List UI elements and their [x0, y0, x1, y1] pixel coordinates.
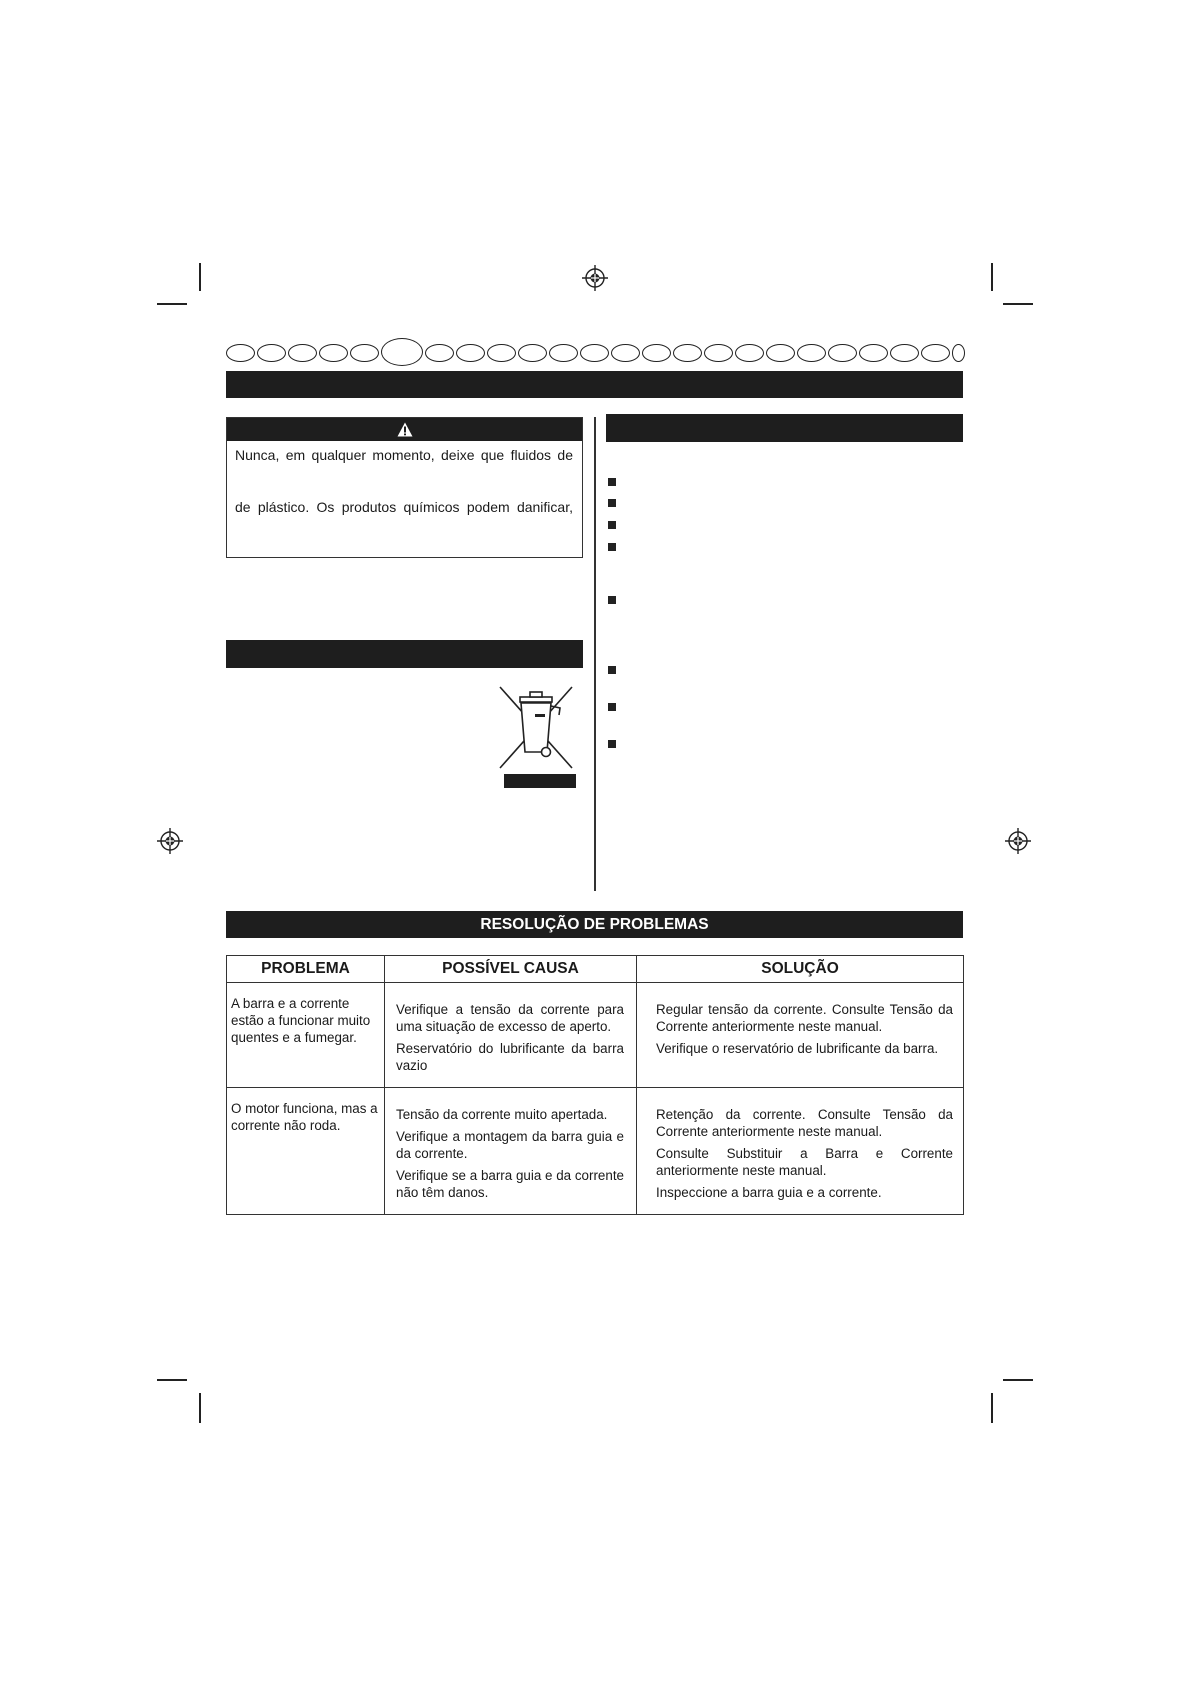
warning-text-line: Nunca, em qualquer momento, deixe que fluidos de — [235, 447, 573, 463]
section-header-bar — [226, 640, 583, 668]
crop-mark — [1003, 303, 1033, 305]
cause-item: Verifique a montagem da barra guia e da corrente. — [396, 1129, 624, 1161]
registration-mark-icon — [582, 265, 608, 291]
language-tab — [350, 344, 379, 362]
solution-item: Regular tensão da corrente. Consulte Tensão da Corrente anteriormente neste manual. — [656, 1002, 953, 1034]
language-tab — [226, 344, 255, 362]
language-tab — [580, 344, 609, 362]
solution-item: Consulte Substituir a Barra e Corrente anteriormente neste manual. — [656, 1146, 953, 1178]
language-tab — [921, 344, 950, 362]
crop-mark — [157, 303, 187, 305]
column-header-cause: POSSÍVEL CAUSA — [385, 956, 637, 983]
language-tab — [611, 344, 640, 362]
bullet-marker — [608, 596, 616, 604]
cause-cell — [385, 983, 637, 1088]
solution-cell — [637, 983, 964, 1088]
table-header-row — [227, 956, 964, 983]
cause-item: Verifique a tensão da corrente para uma situação de excesso de aperto. — [396, 1002, 624, 1034]
troubleshooting-title-bar — [226, 911, 963, 938]
registration-mark-icon — [157, 828, 183, 854]
bullet-marker — [608, 543, 616, 551]
language-tab — [642, 344, 671, 362]
language-tab — [673, 344, 702, 362]
bullet-marker — [608, 740, 616, 748]
column-header-problem: PROBLEMA — [227, 956, 385, 983]
language-tab — [257, 344, 286, 362]
language-tab — [828, 344, 857, 362]
language-tab — [859, 344, 888, 362]
solution-item: Verifique o reservatório de lubrificante da barra. — [656, 1041, 939, 1056]
crop-mark — [991, 1393, 993, 1423]
language-tab — [425, 344, 454, 362]
solution-item: Retenção da corrente. Consulte Tensão da Corrente anteriormente neste manual. — [656, 1107, 953, 1139]
cause-cell — [385, 1088, 637, 1215]
language-tab — [797, 344, 826, 362]
language-tab — [456, 344, 485, 362]
language-tab — [487, 344, 516, 362]
language-tab — [952, 344, 965, 362]
language-tab — [288, 344, 317, 362]
cause-item: Reservatório do lubrificante da barra vazio — [396, 1041, 624, 1073]
language-tab-active — [381, 338, 423, 366]
page-header-bar — [226, 371, 963, 398]
language-tab — [549, 344, 578, 362]
bullet-marker — [608, 703, 616, 711]
language-tab-row — [226, 338, 965, 366]
column-divider — [594, 417, 596, 891]
problem-cell — [227, 983, 385, 1088]
bullet-marker — [608, 521, 616, 529]
solution-cell — [637, 1088, 964, 1215]
warning-text-line: de plástico. Os produtos químicos podem danificar, — [235, 499, 573, 515]
warning-box — [226, 417, 583, 558]
crop-mark — [1003, 1379, 1033, 1381]
language-tab — [735, 344, 764, 362]
problem-text: O motor funciona, mas a corrente não roda. — [231, 1101, 378, 1133]
troubleshooting-table — [226, 955, 964, 1215]
crop-mark — [991, 263, 993, 291]
table-row — [227, 983, 964, 1088]
language-tab — [766, 344, 795, 362]
table-row — [227, 1088, 964, 1215]
cause-item: Tensão da corrente muito apertada. — [396, 1107, 608, 1122]
warning-header — [227, 418, 582, 441]
troubleshooting-title: RESOLUÇÃO DE PROBLEMAS — [480, 916, 709, 933]
problem-text: A barra e a corrente estão a funcionar muito quentes e a fumegar. — [231, 996, 371, 1045]
language-tab — [319, 344, 348, 362]
crop-mark — [199, 1393, 201, 1423]
column-header-solution: SOLUÇÃO — [637, 956, 964, 983]
bullet-marker — [608, 478, 616, 486]
cause-item: Verifique se a barra guia e da corrente não têm danos. — [396, 1168, 624, 1200]
registration-mark-icon — [1005, 828, 1031, 854]
language-tab — [704, 344, 733, 362]
bullet-marker — [608, 666, 616, 674]
language-tab — [518, 344, 547, 362]
problem-cell — [227, 1088, 385, 1215]
solution-item: Inspeccione a barra guia e a corrente. — [656, 1185, 882, 1200]
bullet-marker — [608, 499, 616, 507]
crossed-out-wheelie-bin-icon — [498, 684, 578, 790]
crop-mark — [199, 263, 201, 291]
section-header-bar — [606, 414, 963, 442]
language-tab — [890, 344, 919, 362]
warning-triangle-icon — [397, 422, 413, 437]
crop-mark — [157, 1379, 187, 1381]
